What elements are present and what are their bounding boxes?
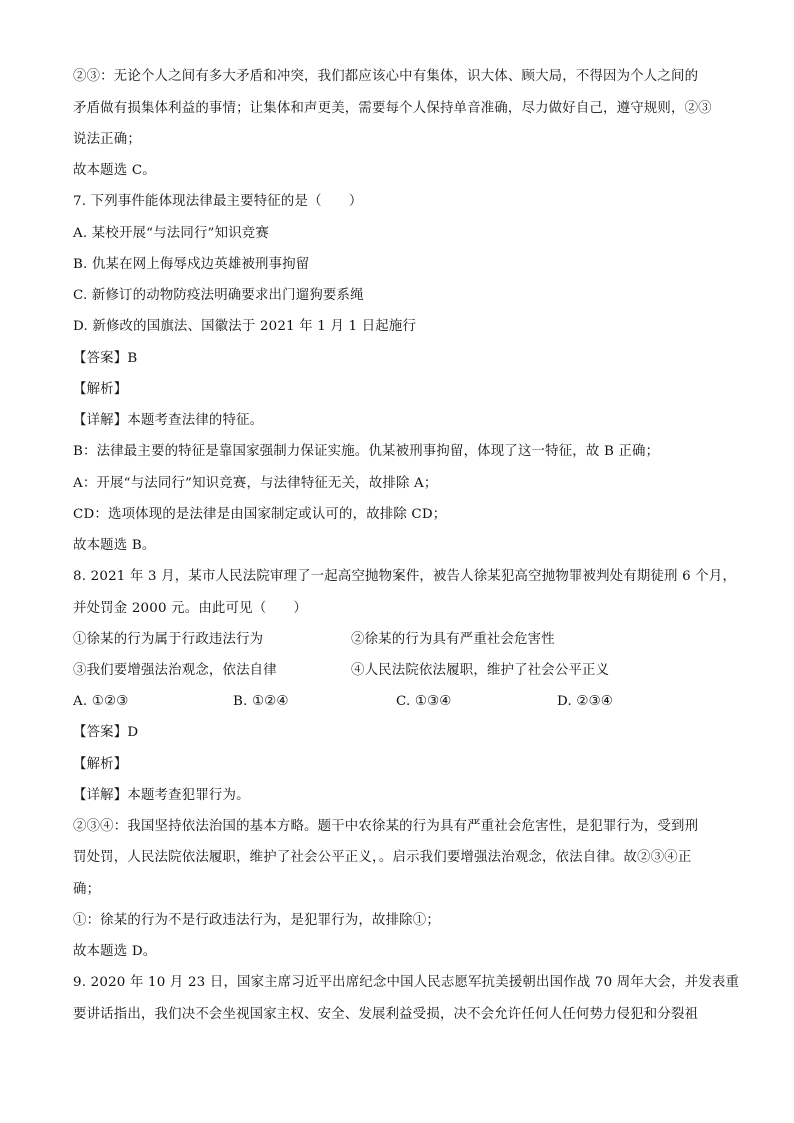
text-line-16: 故本题选 B。 [73, 538, 156, 553]
question-9-stem: 9. 2020 年 10 月 23 日，国家主席习近平出席纪念中国人民志愿军抗美援朝出国作战 70 周年大会，并发表重 [73, 975, 740, 990]
text-line-3: 说法正确； [73, 132, 141, 147]
detail-label: 【详解】本题考查法律的特征。 [73, 413, 264, 428]
text-line-28: 确； [73, 882, 101, 897]
question-8-stem-cont: 并处罚金 2000 元。由此可见（ ） [73, 601, 308, 616]
question-9-stem-cont: 要讲话指出，我们决不会坐视国家主权、安全、发展利益受损，决不会允许任何人任何势力侵犯和分裂祖 [73, 1007, 699, 1022]
text-line-14: A：开展“与法同行”知识竞赛，与法律特征无关，故排除 A； [73, 476, 438, 491]
text-line-27: 罚处罚，人民法院依法履职，维护了社会公平正义，。启示我们要增强法治观念，依法自律。故②③④正 [73, 850, 692, 865]
question-7-option-c: C. 新修订的动物防疫法明确要求出门遛狗要系绳 [73, 288, 364, 303]
statement-4: ④人民法院依法履职，维护了社会公平正义 [351, 663, 610, 678]
text-line-13: B：法律最主要的特征是靠国家强制力保证实施。仇某被刑事拘留，体现了这一特征，故 B 正确； [73, 444, 660, 459]
text-line-29: ①：徐某的行为不是行政违法行为，是犯罪行为，故排除①； [73, 913, 440, 928]
text-line-4: 故本题选 C。 [73, 163, 156, 178]
text-line-30: 故本题选 D。 [73, 944, 157, 959]
statement-1: ①徐某的行为属于行政违法行为 [73, 632, 264, 647]
statement-3: ③我们要增强法治观念，依法自律 [73, 663, 277, 678]
question-7-option-d: D. 新修改的国旗法、国徽法于 2021 年 1 月 1 日起施行 [73, 319, 417, 334]
question-7-option-b: B. 仇某在网上侮辱戍边英雄被刑事拘留 [73, 257, 310, 272]
question-7-option-a: A. 某校开展“与法同行”知识竞赛 [73, 226, 269, 241]
text-line-15: CD：选项体现的是法律是由国家制定或认可的，故排除 CD； [73, 507, 447, 522]
statement-2: ②徐某的行为具有严重社会危害性 [351, 632, 555, 647]
question-8-option-c: C. ①③④ [396, 694, 452, 709]
question-8-options [73, 693, 733, 711]
question-8-statements-row-1 [73, 631, 733, 649]
question-8-stem: 8. 2021 年 3 月，某市人民法院审理了一起高空抛物案件，被告人徐某犯高空抛物罪被判处有期徒刑 6 个月， [73, 569, 737, 584]
question-8-option-a: A. ①②③ [73, 694, 129, 709]
answer-label: 【答案】B [73, 351, 138, 366]
text-line-26: ②③④：我国坚持依法治国的基本方略。题干中农徐某的行为具有严重社会危害性，是犯罪行为，受到刑 [73, 819, 699, 834]
analysis-label: 【解析】 [73, 382, 128, 397]
analysis-label: 【解析】 [73, 757, 128, 772]
text-line-1: ②③：无论个人之间有多大矛盾和冲突，我们都应该心中有集体，识大体、顾大局，不得因为个人之间的 [73, 69, 699, 84]
question-7-stem: 7. 下列事件能体现法律最主要特征的是（ ） [73, 194, 363, 209]
question-8-option-b: B. ①②④ [233, 694, 289, 709]
answer-label: 【答案】D [73, 725, 139, 740]
detail-label: 【详解】本题考查犯罪行为。 [73, 788, 250, 803]
text-line-2: 矛盾做有损集体利益的事情；让集体和声更美，需要每个人保持单音准确，尽力做好自己，遵守规则，②③ [73, 101, 712, 116]
question-8-statements-row-2 [73, 662, 733, 680]
question-8-option-d: D. ②③④ [557, 694, 613, 709]
